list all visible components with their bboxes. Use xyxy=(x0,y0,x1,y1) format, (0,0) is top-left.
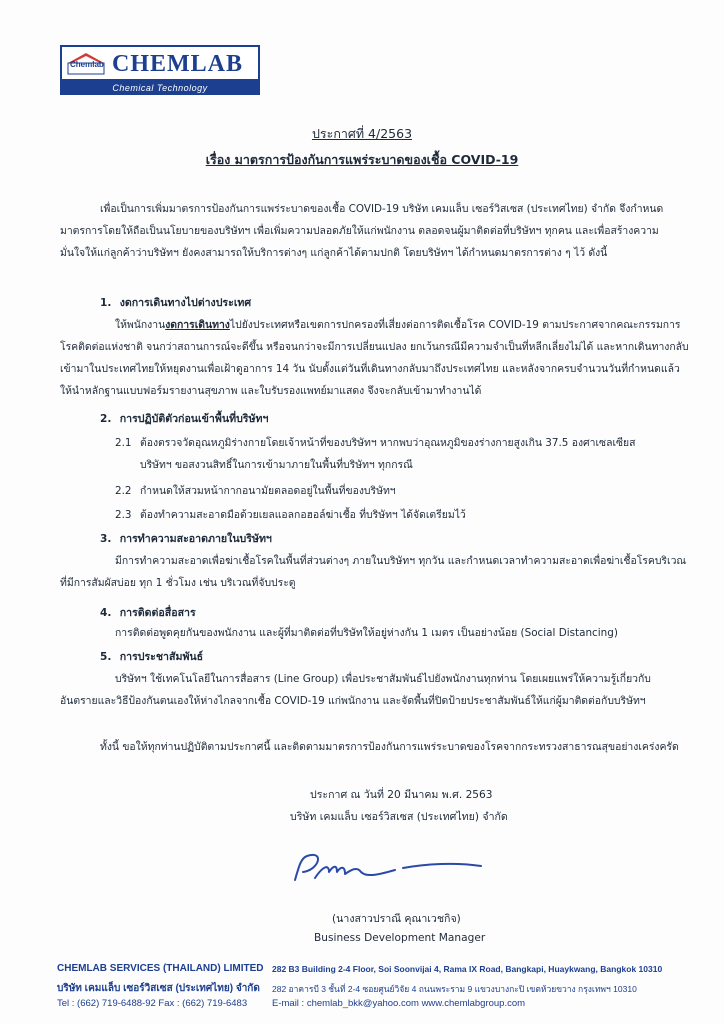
intro-line-3: มั่นใจให้แก่ลูกค้าว่าบริษัทฯ ยังคงสามารถให้บริการต่างๆ แก่ลูกค้าได้ตามปกติ โดยบริษัทฯ ได้กำหนดมาตรการต่าง ๆ ไว้ ดังนี้ xyxy=(60,247,608,259)
section-5-number: 5. xyxy=(100,651,112,663)
item-text-line-2: บริษัทฯ ขอสงวนสิทธิ์ในการเข้ามาภายในพื้นที่บริษัทฯ ทุกกรณี xyxy=(140,459,413,471)
section-4-title: การติดต่อสื่อสาร xyxy=(119,607,196,619)
section-3-line-1: มีการทำความสะอาดเพื่อฆ่าเชื้อโรคในพื้นที่ส่วนต่างๆ ภายในบริษัทฯ ทุกวัน และกำหนดเวลาทำความสะอาดเพื่อฆ่าเชื้อโรคบริเวณ xyxy=(115,555,687,567)
section-3-number: 3. xyxy=(100,533,112,545)
section-3-title: การทำความสะอาดภายในบริษัทฯ xyxy=(119,533,272,545)
intro-line-2: มาตรการโดยให้ถือเป็นนโยบายของบริษัทฯ เพื่อเพิ่มความปลอดภัยให้แก่พนักงาน ตลอดจนผู้มาติดต่อที่บริษัทฯ ทุกคน และเพื่อสร้างความ xyxy=(60,225,659,237)
section-1-line-3: เข้ามาในประเทศไทยให้หยุดงานเพื่อเฝ้าดูอาการ 14 วัน นับตั้งแต่วันที่เดินทางกลับมาถึงประเทศไทย และหลังจากครบจำนวนวันที่กำหนดแล้ว xyxy=(60,363,680,375)
announcement-date: ประกาศ ณ วันที่ 20 มีนาคม พ.ศ. 2563 xyxy=(310,789,493,801)
section-1-line-4: ให้นำหลักฐานแบบฟอร์มรายงานสุขภาพ และใบรับรองแพทย์มาแสดง จึงจะกลับเข้ามาทำงานได้ xyxy=(60,385,482,397)
section-2-heading xyxy=(100,410,268,427)
section-5-heading xyxy=(100,648,203,665)
signatory-title: Business Development Manager xyxy=(314,932,486,944)
logo-name: CHEMLAB xyxy=(112,51,244,77)
section-1-prefix: ให้พนักงาน xyxy=(115,319,166,331)
footer-address-en: 282 B3 Building 2-4 Floor, Soi Soonvijai 4, Rama IX Road, Bangkapi, Huaykwang, Bangkok 10310 xyxy=(272,964,663,974)
section-1-line-2: โรคติดต่อแห่งชาติ จนกว่าสถานการณ์จะดีขึ้น หรือจนกว่าจะมีการเปลี่ยนแปลง ยกเว้นกรณีมีความจำเป็นที่หลีกเลี่ยงไม่ได้ และหากเดินทางกลับ xyxy=(60,341,689,353)
item-number: 2.1 xyxy=(115,437,132,449)
section-3-line-2: ที่มีการสัมผัสบ่อย ทุก 1 ชั่วโมง เช่น บริเวณที่จับประตู xyxy=(60,577,296,589)
section-2-title: การปฏิบัติตัวก่อนเข้าพื้นที่บริษัทฯ xyxy=(119,413,269,425)
section-2-number: 2. xyxy=(100,413,112,425)
announcement-subject: เรื่อง มาตรการป้องกันการแพร่ระบาดของเชื้อ COVID-19 xyxy=(205,152,519,167)
logo-badge-text: Chemlab xyxy=(70,60,104,69)
closing-statement: ทั้งนี้ ขอให้ทุกท่านปฏิบัติตามประกาศนี้ และติดตามมาตรการป้องกันการแพร่ระบาดของโรคจากกระทรวงสาธารณสุขอย่างเคร่งครัด xyxy=(100,741,679,753)
section-5-title: การประชาสัมพันธ์ xyxy=(119,651,204,663)
item-text-line-1: กำหนดให้สวมหน้ากากอนามัยตลอดอยู่ในพื้นที่ของบริษัทฯ xyxy=(140,485,396,497)
section-5-line-2: อันตรายและวิธีป้องกันตนเองให้ห่างไกลจากเชื้อ COVID-19 แก่พนักงาน และจัดพื้นที่ปิดป้ายประชาสัมพันธ์ให้แก่ผู้มาติดต่อกับบริษัทฯ xyxy=(60,695,646,707)
item-number: 2.3 xyxy=(115,509,132,521)
footer-company-th: บริษัท เคมแล็บ เซอร์วิสเซส (ประเทศไทย) จำกัด xyxy=(57,983,260,994)
footer-company-en: CHEMLAB SERVICES (THAILAND) LIMITED xyxy=(57,963,264,974)
announcement-number: ประกาศที่ 4/2563 xyxy=(311,126,413,141)
section-3-heading xyxy=(100,530,272,547)
intro-line-1: เพื่อเป็นการเพิ่มมาตรการป้องกันการแพร่ระบาดของเชื้อ COVID-19 บริษัท เคมแล็บ เซอร์วิสเซส (ประเทศไทย) จำกัด จึงกำหนด xyxy=(100,203,664,215)
section-1-heading xyxy=(100,294,251,311)
footer-phone-fax: Tel : (662) 719-6488-92 Fax : (662) 719-6483 xyxy=(57,998,248,1009)
section-1-number: 1. xyxy=(100,297,112,309)
handwritten-signature xyxy=(285,848,485,892)
item-text-line-1: ต้องตรวจวัดอุณหภูมิร่างกายโดยเจ้าหน้าที่ของบริษัทฯ หากพบว่าอุณหภูมิของร่างกายสูงเกิน 37.5 องศาเซลเซียส xyxy=(140,437,636,449)
section-4-line-1: การติดต่อพูดคุยกันของพนักงาน และผู้ที่มาติดต่อที่บริษัทให้อยู่ห่างกัน 1 เมตร เป็นอย่างน้อย (Social Distancing) xyxy=(115,627,618,639)
item-number: 2.2 xyxy=(115,485,132,497)
company-name-thai: บริษัท เคมแล็บ เซอร์วิสเซส (ประเทศไทย) จำกัด xyxy=(290,811,508,823)
section-4-number: 4. xyxy=(100,607,112,619)
chemlab-logo xyxy=(60,45,262,97)
logo-tagline: Chemical Technology xyxy=(60,81,260,95)
footer-email-web: E-mail : chemlab_bkk@yahoo.com www.chemlabgroup.com xyxy=(272,998,526,1009)
signatory-name: (นางสาวปราณี คุณาเวชกิจ) xyxy=(332,913,461,925)
item-text-line-1: ต้องทำความสะอาดมือด้วยเยลแอลกอฮอล์ฆ่าเชื้อ ที่บริษัทฯ ได้จัดเตรียมไว้ xyxy=(140,509,466,521)
section-1-line-1 xyxy=(115,314,681,336)
section-4-heading xyxy=(100,604,196,621)
section-1-title: งดการเดินทางไปต่างประเทศ xyxy=(119,297,252,309)
footer-address-th: 282 อาคารบี 3 ชั้นที่ 2-4 ซอยศูนย์วิจัย 4 ถนนพระราม 9 แขวงบางกะปิ เขตห้วยขวาง กรุงเทพฯ 10310 xyxy=(272,984,637,994)
section-1-rest: ไปยังประเทศหรือเขตการปกครองที่เสี่ยงต่อการติดเชื้อโรค COVID-19 ตามประกาศจากคณะกรรมการ xyxy=(229,319,681,331)
logo-frame xyxy=(60,45,260,81)
section-5-line-1: บริษัทฯ ใช้เทคโนโลยีในการสื่อสาร (Line Group) เพื่อประชาสัมพันธ์ไปยังพนักงานทุกท่าน โดยเผยแพร่ให้ความรู้เกี่ยวกับ xyxy=(115,673,651,685)
section-1-emphasis: งดการเดินทาง xyxy=(165,319,230,331)
